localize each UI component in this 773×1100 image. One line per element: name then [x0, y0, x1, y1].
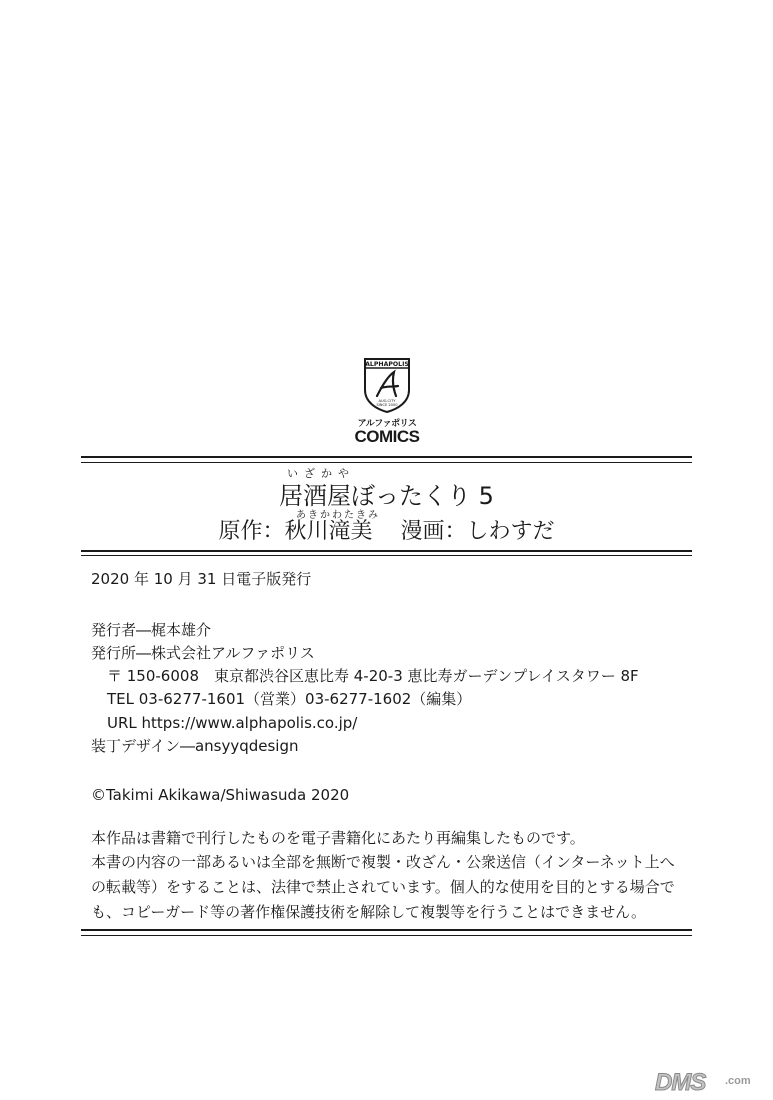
svg-text:AUG.CITY: AUG.CITY: [378, 399, 396, 403]
shield-emblem-icon: [362, 356, 412, 414]
publication-date: 2020 年 10 月 31 日電子版発行: [91, 570, 312, 588]
logo-kana-text: アルファポリス: [357, 419, 417, 429]
copyright-line: ©Takimi Akikawa/Shiwasuda 2020: [91, 786, 350, 804]
publisher-line: 発行者―梶本雄介: [91, 621, 212, 639]
notice-line: も、コピーガード等の著作権保護技術を解除して複製等を行うことはできません。: [91, 903, 647, 921]
svg-text:SINCE 2000: SINCE 2000: [376, 403, 398, 407]
author-ruby: あきかわたきみ: [296, 510, 380, 521]
credits-rule-upper: [81, 550, 692, 552]
notice-line: 本作品は書籍で刊行したものを電子書籍化にあたり再編集したものです。: [91, 829, 585, 847]
phone-line: TEL 03-6277-1601（営業）03-6277-1602（編集）: [107, 690, 472, 708]
book-title: 居酒屋ぼったくり 5: [279, 482, 494, 510]
site-watermark: [655, 1069, 760, 1097]
top-rule-upper: [81, 456, 692, 458]
manga-label: 漫画：: [400, 519, 467, 544]
watermark-text: DMS: [655, 1069, 706, 1096]
address-line: 〒 150-6008 東京都渋谷区恵比寿 4-20-3 恵比寿ガーデンプレイスタワー 8F: [107, 667, 639, 685]
publisher-line: 発行所―株式会社アルファポリス: [91, 644, 315, 662]
logo-comics-text: COMICS: [354, 427, 420, 446]
credits-line: [0, 514, 773, 545]
alphapolis-comics-logo: [352, 356, 422, 448]
original-label: 原作：: [218, 519, 285, 544]
bottom-rule-upper: [81, 929, 692, 931]
credits-rule-lower: [81, 555, 692, 556]
notice-line: の転載等）をすることは、法律で禁止されています。個人的な使用を目的とする場合で: [91, 878, 675, 896]
title-ruby: いざかや: [287, 467, 355, 480]
original-author: 秋川滝美: [284, 519, 373, 544]
design-credit: 装丁デザイン―ansyyqdesign: [91, 737, 299, 755]
bottom-rule-lower: [81, 935, 692, 936]
top-rule-lower: [81, 462, 692, 463]
watermark-sub: .com: [725, 1075, 751, 1087]
svg-text:ALPHAPOLIS: ALPHAPOLIS: [365, 361, 409, 368]
manga-artist: しわすだ: [466, 519, 555, 544]
notice-line: 本書の内容の一部あるいは全部を無断で複製・改ざん・公衆送信（インターネット上へ: [91, 853, 675, 871]
url-line: URL https://www.alphapolis.co.jp/: [107, 714, 358, 732]
